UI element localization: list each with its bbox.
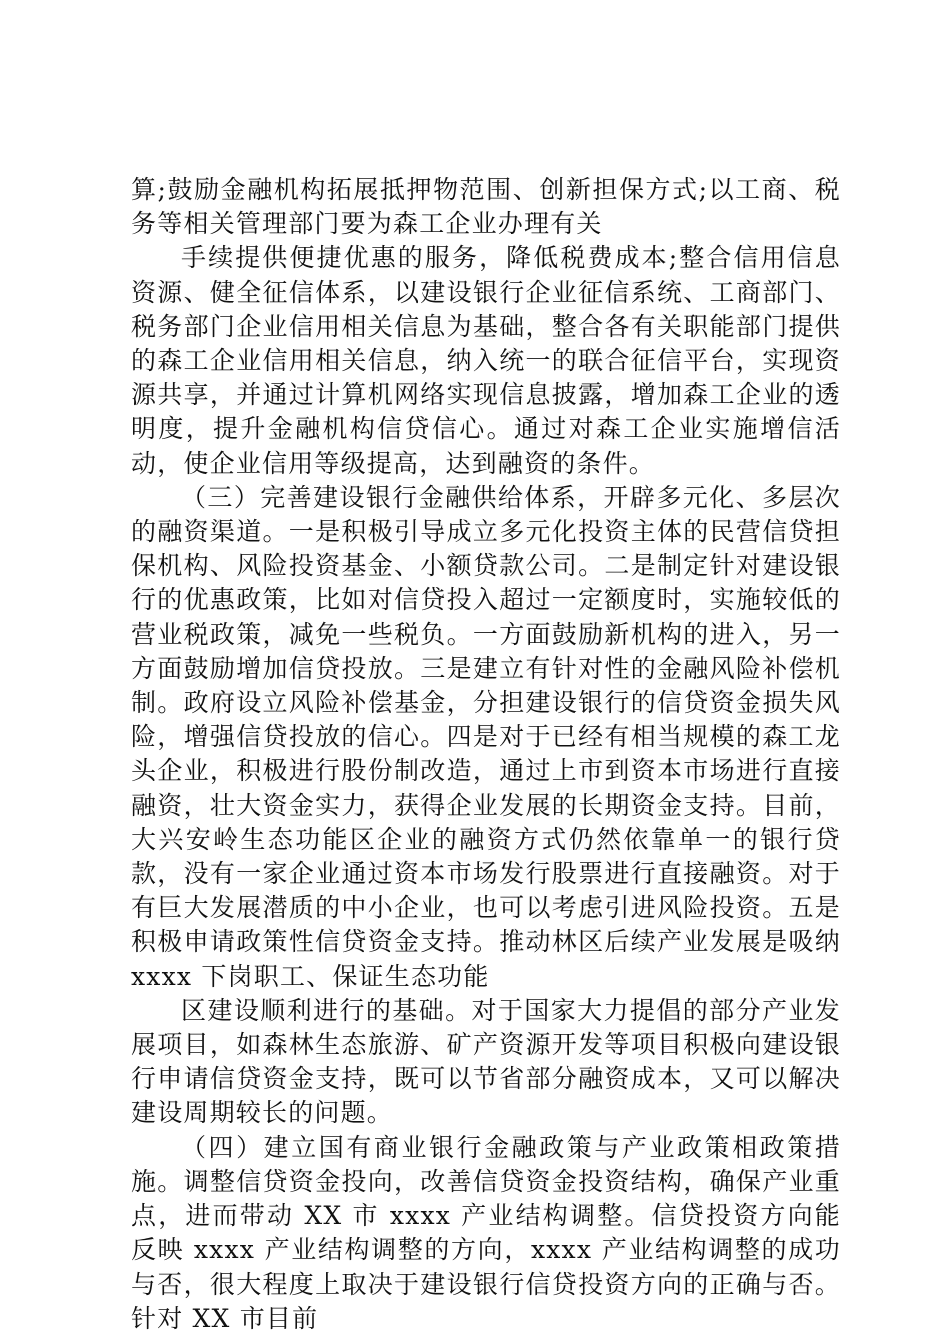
paragraph-continuation: 算;鼓励金融机构拓展抵押物范围、创新担保方式;以工商、税务等相关管理部门要为森工企业办理有关 (131, 175, 841, 239)
paragraph-section-3: （三）完善建设银行金融供给体系，开辟多元化、多层次的融资渠道。一是积极引导成立多元化投资主体的民营信贷担保机构、风险投资基金、小额贷款公司。二是制定针对建设银行的优惠政策，比如对信贷投入超过一定额度时，实施较低的营业税政策，减免一些税负。一方面鼓励新机构的进入，另一方面鼓励增加信贷投放。三是建立有针对性的金融风险补偿机制。政府设立风险补偿基金，分担建设银行的信贷资金损失风险，增强信贷投放的信心。四是对于已经有相当规模的森工龙头企业，积极进行股份制改造，通过上市到资本市场进行直接融资，壮大资金实力，获得企业发展的长期资金支持。目前，大兴安岭生态功能区企业的融资方式仍然依靠单一的银行贷款，没有一家企业通过资本市场发行股票进行直接融资。对于有巨大发展潜质的中小企业，也可以考虑引进风险投资。五是积极申请政策性信贷资金支持。推动林区后续产业发展是吸纳 xxxx 下岗职工、保证生态功能 (131, 482, 841, 991)
paragraph-project-support: 区建设顺利进行的基础。对于国家大力提倡的部分产业发展项目，如森林生态旅游、矿产资源开发等项目积极向建设银行申请信贷资金支持，既可以节省部分融资成本，又可以解决建设周期较长的问题。 (131, 995, 841, 1128)
paragraph-credit-info: 手续提供便捷优惠的服务，降低税费成本;整合信用信息资源、健全征信体系，以建设银行企业征信系统、工商部门、税务部门企业信用相关信息为基础，整合各有关职能部门提供的森工企业信用相关信息，纳入统一的联合征信平台，实现资源共享，并通过计算机网络实现信息披露，增加森工企业的透明度，提升金融机构信贷信心。通过对森工企业实施增信活动，使企业信用等级提高，达到融资的条件。 (131, 243, 841, 478)
paragraph-section-4: （四）建立国有商业银行金融政策与产业政策相政策措施。调整信贷资金投向，改善信贷资金投资结构，确保产业重点，进而带动 XX 市 xxxx 产业结构调整。信贷投资方向能反映 xxxx 产业结构调整的方向，xxxx 产业结构调整的成功与否，很大程度上取决于建设银行信贷投资方向的正确与否。针对 XX 市目前 (131, 1132, 841, 1333)
document-body (131, 173, 841, 1336)
